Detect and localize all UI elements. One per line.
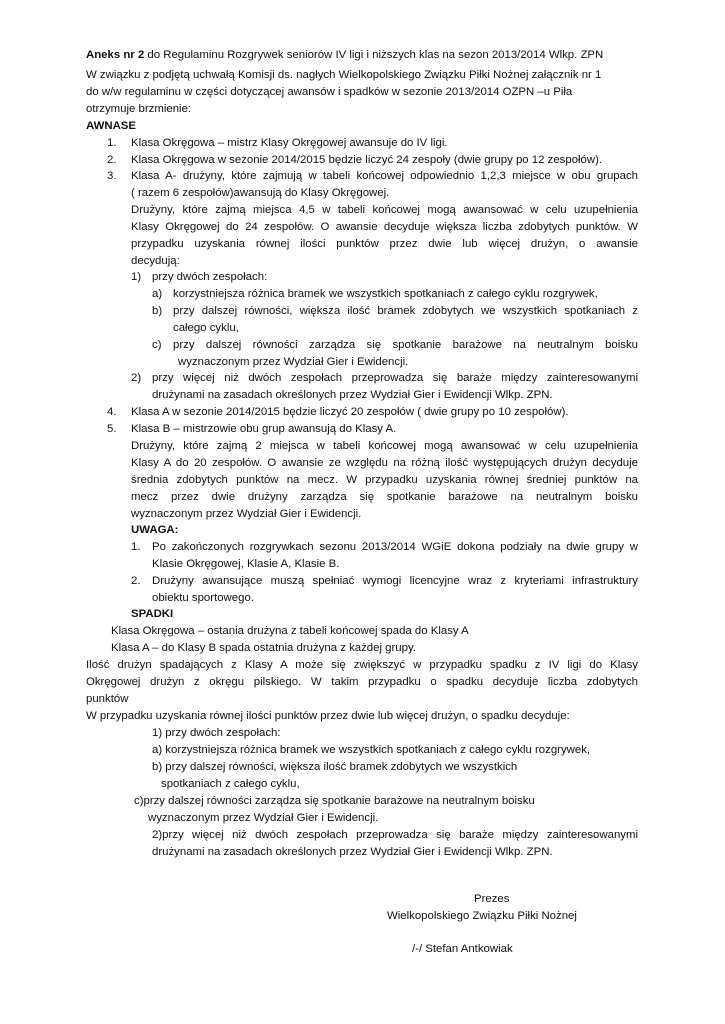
spadki-line: wyznaczonym przez Wydział Gier i Ewidencji.	[148, 812, 379, 824]
intro-line: W związku z podjętą uchwałą Komisji ds. nagłych Wielkopolskiego Związku Piłki Nożnej załącznik nr 1	[86, 69, 602, 81]
spadki-line: Okręgowej drużyn z okręgu pilskiego. W takim przypadku o spadku decyduje liczba zdobytych	[86, 676, 638, 688]
title-bold: Aneks nr 2	[86, 49, 145, 61]
uwaga-heading: UWAGA:	[131, 524, 179, 536]
awanse-item-text: wyznaczonym przez Wydział Gier i Ewidencji.	[131, 508, 362, 520]
spadki-line: Klasa Okręgowa – ostania drużyna z tabeli końcowej spada do Klasy A	[111, 625, 469, 637]
intro-line: do w/w regulaminu w części dotyczącej awansów i spadków w sezonie 2013/2014 OZPN –u Piła	[86, 86, 573, 98]
uwaga-item-text: obiektu sportowego.	[152, 592, 254, 604]
uwaga-item-text: Drużyny awansujące muszą spełniać wymogi licencyjne wraz z kryteriami infrastruktury	[152, 575, 638, 587]
intro-line: otrzymuje brzmienie:	[86, 103, 192, 115]
spadki-line: 1) przy dwóch zespołach:	[152, 727, 281, 739]
awanse-item-text: Klasy Okręgowej do 24 zespołów. O awansie decyduje większa liczba zdobytych punktów. W	[131, 221, 638, 233]
sub-letter: c)	[152, 339, 162, 351]
awanse-item-text: Klasa Okręgowa – mistrz Klasy Okręgowej awansuje do IV ligi.	[131, 137, 448, 149]
list-number: 5.	[107, 423, 117, 435]
list-number: 1.	[131, 541, 141, 553]
sub-number: 1)	[131, 271, 142, 283]
awanse-item-text: Drużyny, które zajmą 2 miejsca w tabeli końcowej mogą awansować w celu uzupełnienia	[131, 440, 638, 452]
spadki-heading: SPADKI	[131, 608, 174, 620]
spadki-line: spotkaniach z całego cyklu,	[161, 778, 300, 790]
awanse-item-text: przypadku uzyskania równej ilości punktów przez dwie lub więcej drużyn, o awansie	[131, 238, 638, 250]
sub-letter: b)	[152, 305, 163, 317]
document-title	[86, 47, 603, 64]
signature-org: Wielkopolskiego Związku Piłki Nożnej	[387, 910, 577, 922]
awanse-item-text: średnia zdobytych punktów na mecz. W przypadku uzyskania równej średniej punktów na	[131, 474, 638, 486]
spadki-line: punktów	[86, 693, 129, 705]
awanse-item-text: ( razem 6 zespołów)awansują do Klasy Okręgowej.	[131, 187, 390, 199]
spadki-line: Klasa A – do Klasy B spada ostatnia drużyna z każdej grupy.	[111, 642, 416, 654]
uwaga-item-text: Po zakończonych rozgrywkach sezonu 2013/2014 WGiE dokona podziały na dwie grupy w	[152, 541, 638, 553]
sub-letter: a)	[152, 288, 163, 300]
sub-item-text: wyznaczonym przez Wydział Gier i Ewidencji.	[178, 356, 409, 368]
sub-text: przy więcej niż dwóch zespołach przeprowadza się baraże między zainteresowanymi	[152, 372, 638, 384]
spadki-line: drużynami na zasadach określonych przez Wydział Gier i Ewidencji Wlkp. ZPN.	[152, 846, 553, 858]
list-number: 4.	[107, 406, 117, 418]
awanse-item-text: Klasa A w sezonie 2014/2015 będzie liczyć 20 zespołów ( dwie grupy po 10 zespołów).	[131, 406, 569, 418]
awanse-item-text: Klasa A- drużyny, które zajmują w tabeli końcowej odpowiednio 1,2,3 miejsce w obu grupach	[131, 170, 638, 182]
awanse-item-text: Klasa B – mistrzowie obu grup awansują do Klasy A.	[131, 423, 397, 435]
title-rest: do Regulaminu Rozgrywek seniorów IV ligi i niższych klas na sezon 2013/2014 Wlkp. ZPN	[144, 49, 604, 61]
sub-item-text: całego cyklu,	[173, 322, 239, 334]
uwaga-item-text: Klasie Okręgowej, Klasie A, Klasie B.	[152, 558, 340, 570]
list-number: 2.	[107, 154, 117, 166]
awanse-item-text: Drużyny, które zajmą miejsca 4,5 w tabeli końcowej mogą awansować w celu uzupełnienia	[131, 204, 638, 216]
spadki-line: a) korzystniejsza różnica bramek we wszystkich spotkaniach z całego cyklu rozgrywek,	[152, 744, 591, 756]
signature-title: Prezes	[474, 893, 510, 905]
spadki-line: c)przy dalszej równości zarządza się spotkanie barażowe na neutralnym boisku	[134, 795, 535, 807]
signature-name: /-/ Stefan Antkowiak	[412, 943, 513, 955]
sub-item-text: korzystniejsza różnica bramek we wszystkich spotkaniach z całego cyklu rozgrywek,	[173, 288, 598, 300]
awanse-item-text: mecz przez dwie drużyny zarządza się spotkanie barażowe na neutralnym boisku	[131, 491, 638, 503]
spadki-line: b) przy dalszej równości, większa ilość bramek zdobytych we wszystkich	[152, 761, 518, 773]
sub-item-text: przy dalszej równości, większa ilość bramek zdobytych we wszystkich spotkaniach z	[173, 305, 638, 317]
awanse-item-text: Klasa Okręgowa w sezonie 2014/2015 będzie liczyć 24 zespoły (dwie grupy po 12 zespołów).	[131, 154, 603, 166]
awanse-item-text: Klasy A do 20 zespołów. O awansie ze względu na różną ilość występujących drużyn decyduje	[131, 457, 638, 469]
list-number: 1.	[107, 137, 117, 149]
spadki-line: W przypadku uzyskania równej ilości punktów przez dwie lub więcej drużyn, o spadku decyduje:	[86, 710, 570, 722]
sub-text: drużynami na zasadach określonych przez Wydział Gier i Ewidencji Wlkp. ZPN.	[152, 389, 553, 401]
sub-number: 2)	[131, 372, 142, 384]
list-number: 3.	[107, 170, 117, 182]
list-number: 2.	[131, 575, 141, 587]
spadki-line: 2)przy więcej niż dwóch zespołach przeprowadza się baraże między zainteresowanymi	[152, 829, 638, 841]
spadki-line: Ilość drużyn spadających z Klasy A może się zwiększyć w przypadku spadku z IV ligi do Klasy	[86, 659, 638, 671]
sub-item-text: przy dalszej równości zarządza się spotkanie barażowe na neutralnym boisku	[173, 339, 638, 351]
sub-text: przy dwóch zespołach:	[152, 271, 268, 283]
awanse-heading: AWNASE	[86, 120, 136, 132]
awanse-item-text: decydują:	[131, 255, 180, 267]
